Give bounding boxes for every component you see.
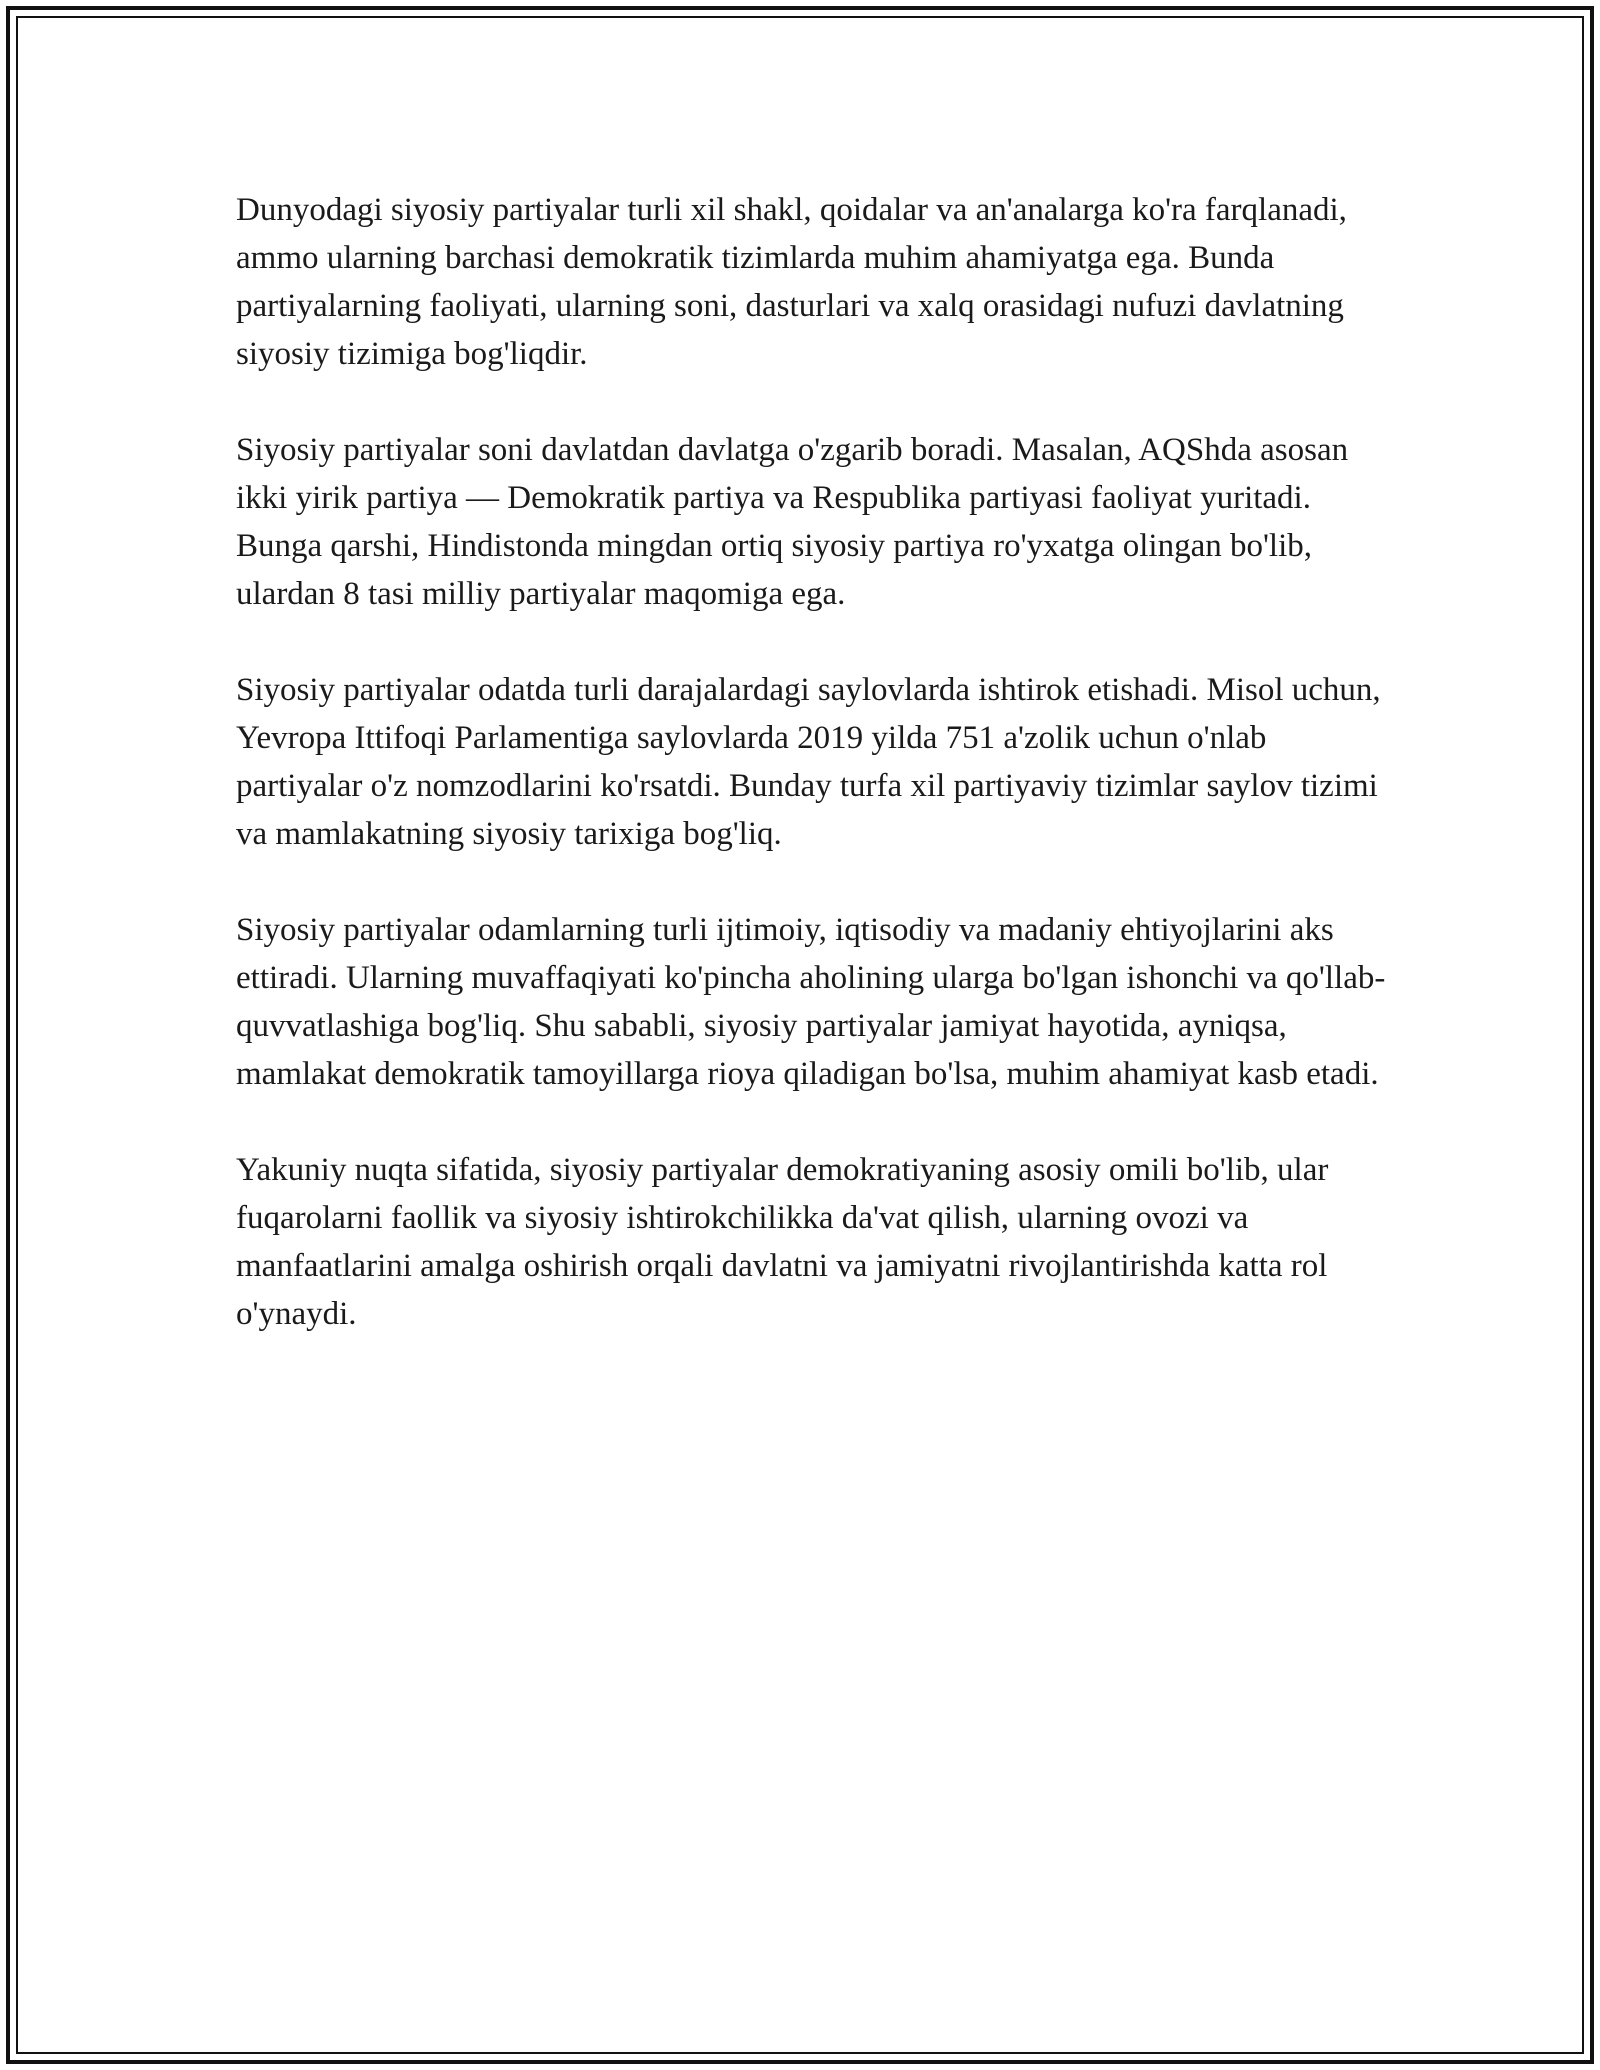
paragraph-3: Siyosiy partiyalar odatda turli darajalardagi saylovlarda ishtirok etishadi. Misol uchun, Yevropa Ittifoqi Parlamentiga saylovlarda 2019 yilda 751 a'zolik uchun o'nlab partiyalar o'z nomzodlarini ko'rsatdi. Bunday turfa xil partiyaviy tizimlar saylov tizimi va mamlakatning siyosiy tarixiga bog'liq. [236,672,1381,852]
paragraph-2: Siyosiy partiyalar soni davlatdan davlatga o'zgarib boradi. Masalan, AQShda asosan ikki yirik partiya — Demokratik partiya va Respublika partiyasi faoliyat yuritadi. Bunga qarshi, Hindistonda mingdan ortiq siyosiy partiya ro'yxatga olingan bo'lib, ulardan 8 tasi milliy partiyalar maqomiga ega. [236,432,1349,612]
paragraph-4: Siyosiy partiyalar odamlarning turli ijtimoiy, iqtisodiy va madaniy ehtiyojlarini aks ettiradi. Ularning muvaffaqiyati ko'pincha aholining ularga bo'lgan ishonchi va qo'llab-quvvatlashiga bog'liq. Shu sababli, siyosiy partiyalar jamiyat hayotida, ayniqsa, mamlakat demokratik tamoyillarga rioya qiladigan bo'lsa, muhim ahamiyat kasb etadi. [236,912,1386,1092]
paragraph-1: Dunyodagi siyosiy partiyalar turli xil shakl, qoidalar va an'analarga ko'ra farqlanadi, ammo ularning barchasi demokratik tizimlarda muhim ahamiyatga ega. Bunda partiyalarning faoliyati, ularning soni, dasturlari va xalq orasidagi nufuzi davlatning siyosiy tizimiga bog'liqdir. [236,192,1347,372]
document-body [236,186,1396,1386]
paragraph-5: Yakuniy nuqta sifatida, siyosiy partiyalar demokratiyaning asosiy omili bo'lib, ular fuqarolarni faollik va siyosiy ishtirokchilikka da'vat qilish, ularning ovozi va manfaatlarini amalga oshirish orqali davlatni va jamiyatni rivojlantirishda katta rol o'ynaydi. [236,1152,1329,1332]
